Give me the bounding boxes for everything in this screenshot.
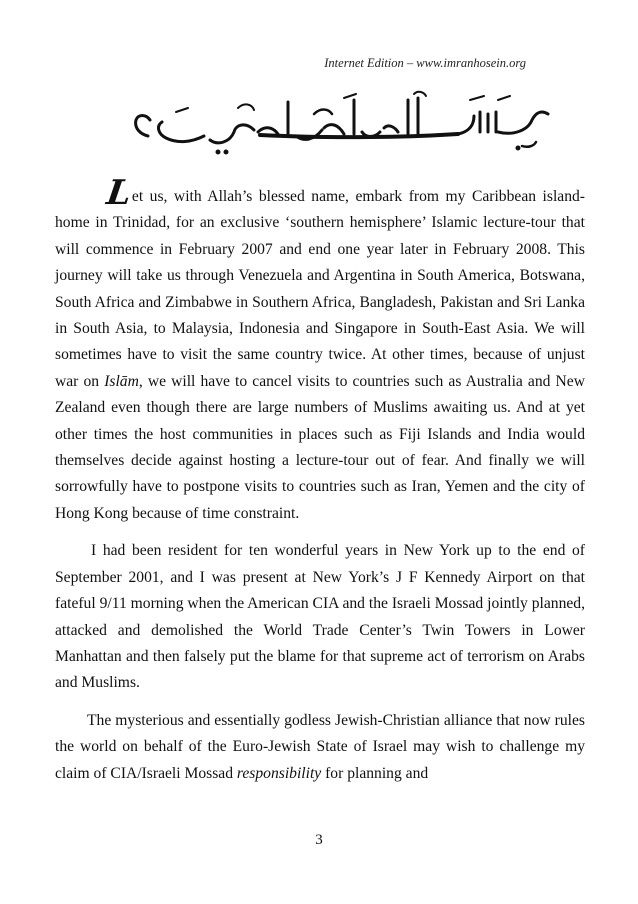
paragraph-2: I had been resident for ten wonderful years in New York up to the end of September 2001, and I was present at New York’s J F Kennedy Airport on that fateful 9/11 morning when the American CIA and the Israeli Mossad jointly planned, attacked and demolished the World Trade Center’s Twin Towers in Lower Manhattan and then falsely put the blame for that supreme act of terrorism on Arabs and Muslims. <box>55 542 585 692</box>
paragraph-3-text-b: for planning and <box>321 764 429 782</box>
running-header: Internet Edition – www.imranhosein.org <box>324 56 526 70</box>
paragraph-3 <box>55 708 585 787</box>
italic-responsibility: responsibility <box>236 764 322 782</box>
basmala-calligraphy <box>118 86 558 158</box>
paragraph-1-text-a: et us, with Allah’s blessed name, embark from my Caribbean island-home in Trinidad, for an exclusive ‘southern hemisphere’ Islamic lecture-tour that will commence in February 2007 and end one year later in February 2008. This journey will take us through Venezuela and Argentina in South America, Botswana, South Africa and Zimbabwe in Southern Africa, Bangladesh, Pakistan and Sri Lanka in South Asia, to Malaysia, Indonesia and Singapore in South-East Asia. We will sometimes have to visit the same country twice. At other times, because of unjust war on <box>55 188 585 390</box>
paragraph-1 <box>55 173 585 527</box>
page-number: 3 <box>315 832 323 848</box>
body-text <box>55 173 585 798</box>
paragraph-1-text-b: , we will have to cancel visits to countries such as Australia and New Zealand even though there are large numbers of Muslims awaiting us. And at yet other times the host communities in places such as Fiji Islands and India would themselves decide against hosting a lecture-tour out of fear. And finally we will sorrowfully have to postpone visits to countries such as Iran, Yemen and the city of Hong Kong because of time constraint. <box>55 372 585 522</box>
paragraph-3-text-a: The mysterious and essentially godless Jewish-Christian alliance that now rules the world on behalf of the Euro-Jewish State of Israel may wish to challenge my claim of CIA/Israeli Mossad <box>55 711 585 782</box>
italic-islam: Islām <box>104 372 139 390</box>
drop-cap: L <box>104 173 134 213</box>
